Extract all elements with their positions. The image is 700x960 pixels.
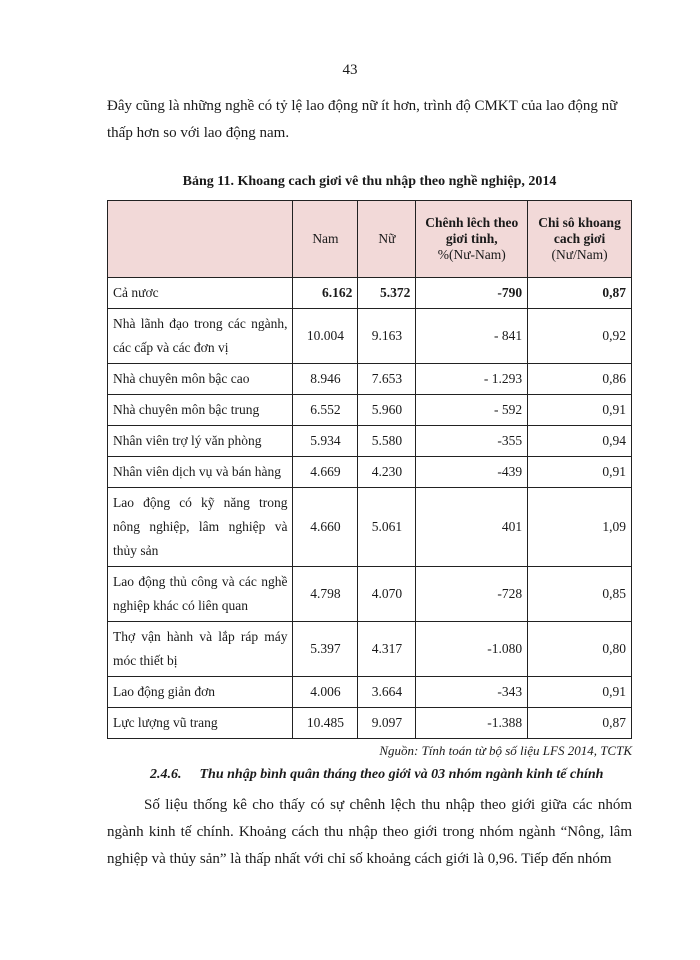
header-ratio xyxy=(528,201,632,278)
female-income: 9.163 xyxy=(358,309,416,364)
income-difference: -1.388 xyxy=(416,708,528,739)
income-difference: - 841 xyxy=(416,309,528,364)
female-income: 7.653 xyxy=(358,364,416,395)
table-row xyxy=(108,488,632,567)
female-income: 5.960 xyxy=(358,395,416,426)
gap-ratio: 0,87 xyxy=(528,278,632,309)
gap-ratio: 0,86 xyxy=(528,364,632,395)
female-income: 5.061 xyxy=(358,488,416,567)
income-difference: - 592 xyxy=(416,395,528,426)
gap-ratio: 0,85 xyxy=(528,567,632,622)
table-row xyxy=(108,567,632,622)
intro-text: Đây cũng là những nghề có tỷ lệ lao động nữ ít hơn, trình độ CMKT của lao động nữ thấp hơn so với lao động nam. xyxy=(107,98,618,141)
body-text: Số liệu thống kê cho thấy có sự chênh lệch thu nhập theo giới giữa các nhóm ngành kinh tế chính. Khoảng cách thu nhập theo giới trong nhóm ngành “Nông, lâm nghiệp và thủy sản” là thấp nhất với chỉ số khoảng cách giới là 0,96. Tiếp đến nhóm xyxy=(107,797,632,867)
male-income: 5.397 xyxy=(293,622,358,677)
header-ratio-title: Chi sô khoang cach giơi xyxy=(538,215,621,246)
male-income: 5.934 xyxy=(293,426,358,457)
female-income: 9.097 xyxy=(358,708,416,739)
occupation-label: Nhân viên dịch vụ và bán hàng xyxy=(108,457,293,488)
header-difference-title: Chênh lêch theo giơi tinh, xyxy=(425,215,519,246)
header-female: Nữ xyxy=(358,201,416,278)
male-income: 4.798 xyxy=(293,567,358,622)
male-income: 6.552 xyxy=(293,395,358,426)
gap-ratio: 1,09 xyxy=(528,488,632,567)
occupation-label: Nhà lãnh đạo trong các ngành, các cấp và các đơn vị xyxy=(108,309,293,364)
male-income: 6.162 xyxy=(293,278,358,309)
income-difference: -1.080 xyxy=(416,622,528,677)
header-difference xyxy=(416,201,528,278)
female-income: 4.317 xyxy=(358,622,416,677)
income-difference: -728 xyxy=(416,567,528,622)
gap-ratio: 0,91 xyxy=(528,395,632,426)
table-row xyxy=(108,457,632,488)
page-number: 43 xyxy=(342,62,358,78)
occupation-label: Lao động có kỹ năng trong nông nghiệp, lâm nghiệp và thủy sản xyxy=(108,488,293,567)
female-income: 5.580 xyxy=(358,426,416,457)
section-title: Thu nhập bình quân tháng theo giới và 03 nhóm ngành kinh tế chính xyxy=(199,767,604,782)
gap-ratio: 0,94 xyxy=(528,426,632,457)
gap-ratio: 0,87 xyxy=(528,708,632,739)
table-row xyxy=(108,677,632,708)
intro-paragraph xyxy=(107,93,632,147)
section-heading xyxy=(150,767,621,783)
occupation-label: Nhân viên trợ lý văn phòng xyxy=(108,426,293,457)
income-difference: -439 xyxy=(416,457,528,488)
table-row xyxy=(108,278,632,309)
income-difference: -355 xyxy=(416,426,528,457)
table-title: Bảng 11. Khoang cach giơi vê thu nhập theo nghề nghiệp, 2014 xyxy=(182,174,557,189)
body-paragraph xyxy=(107,792,632,873)
female-income: 3.664 xyxy=(358,677,416,708)
female-income: 4.070 xyxy=(358,567,416,622)
female-income: 5.372 xyxy=(358,278,416,309)
male-income: 4.660 xyxy=(293,488,358,567)
female-income: 4.230 xyxy=(358,457,416,488)
income-gap-table xyxy=(107,200,632,739)
gap-ratio: 0,80 xyxy=(528,622,632,677)
gap-ratio: 0,92 xyxy=(528,309,632,364)
income-difference: 401 xyxy=(416,488,528,567)
header-male: Nam xyxy=(293,201,358,278)
table-row xyxy=(108,364,632,395)
table-header-row xyxy=(108,201,632,278)
table-row xyxy=(108,622,632,677)
occupation-label: Lực lượng vũ trang xyxy=(108,708,293,739)
header-occupation xyxy=(108,201,293,278)
male-income: 8.946 xyxy=(293,364,358,395)
income-difference: -790 xyxy=(416,278,528,309)
male-income: 4.006 xyxy=(293,677,358,708)
male-income: 10.004 xyxy=(293,309,358,364)
table-row xyxy=(108,708,632,739)
male-income: 10.485 xyxy=(293,708,358,739)
header-ratio-unit: (Nư/Nam) xyxy=(551,247,608,262)
table-row xyxy=(108,426,632,457)
table-row xyxy=(108,395,632,426)
section-number: 2.4.6. xyxy=(150,767,182,782)
income-difference: - 1.293 xyxy=(416,364,528,395)
income-difference: -343 xyxy=(416,677,528,708)
header-difference-unit: %(Nư-Nam) xyxy=(437,247,506,262)
occupation-label: Nhà chuyên môn bậc cao xyxy=(108,364,293,395)
gap-ratio: 0,91 xyxy=(528,677,632,708)
table-source: Nguồn: Tính toán từ bộ số liệu LFS 2014, TCTK xyxy=(379,743,632,758)
table-row xyxy=(108,309,632,364)
occupation-label: Lao động thủ công và các nghề nghiệp khác có liên quan xyxy=(108,567,293,622)
male-income: 4.669 xyxy=(293,457,358,488)
occupation-label: Nhà chuyên môn bậc trung xyxy=(108,395,293,426)
occupation-label: Lao động giản đơn xyxy=(108,677,293,708)
occupation-label: Cả nươc xyxy=(108,278,293,309)
occupation-label: Thợ vận hành và lắp ráp máy móc thiết bị xyxy=(108,622,293,677)
gap-ratio: 0,91 xyxy=(528,457,632,488)
